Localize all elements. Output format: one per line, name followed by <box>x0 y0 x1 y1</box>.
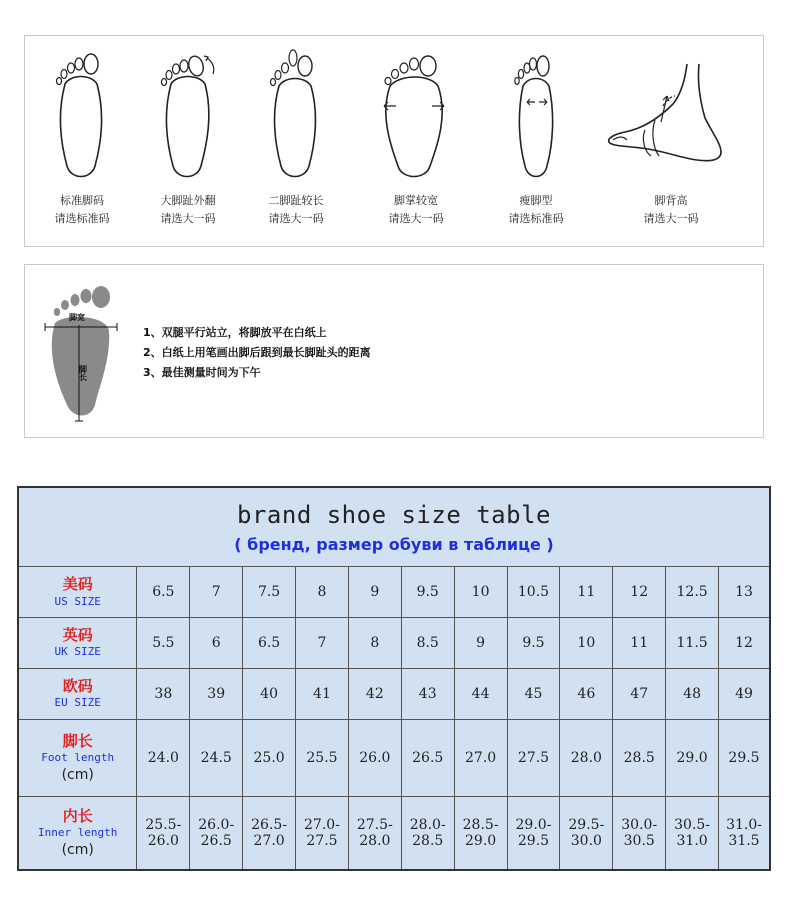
size-cell: 11.5 <box>666 617 719 668</box>
foot-type-label: 二脚趾较长 <box>268 194 324 207</box>
size-cell-line: 29.5- <box>568 817 605 834</box>
row-header-cn: 欧码 <box>62 677 93 696</box>
size-cell: 6.5 <box>137 567 190 617</box>
measurement-step: 1、双腿平行站立，将脚放平在白纸上 <box>143 326 327 339</box>
size-cell-line: 30.0- <box>621 817 658 834</box>
table-row <box>18 668 770 719</box>
size-cell: 41 <box>296 668 349 719</box>
measurement-step: 2、白纸上用笔画出脚后跟到最长脚趾头的距离 <box>143 346 371 359</box>
foot-type-advice: 请选标准码 <box>508 212 564 225</box>
row-header-cn: 脚长 <box>62 732 93 751</box>
foot-type-label: 脚掌较宽 <box>394 194 438 207</box>
row-header-cn: 美码 <box>62 575 93 594</box>
size-cell: 6 <box>190 617 243 668</box>
size-cell-line: 26.5- <box>251 817 288 834</box>
size-cell <box>348 797 401 870</box>
table-row <box>18 797 770 870</box>
row-header-cn: 英码 <box>62 626 93 645</box>
foot-type-advice: 请选大一码 <box>643 212 699 225</box>
size-cell: 29.5 <box>719 719 770 796</box>
size-cell-line: 25.5- <box>145 817 182 834</box>
size-cell: 7.5 <box>243 567 296 617</box>
row-header <box>18 617 137 668</box>
size-cell: 10 <box>560 617 613 668</box>
foot-measure-icon <box>37 279 127 429</box>
foot-type-slim <box>481 44 591 240</box>
foot-type-advice: 请选大一码 <box>388 212 444 225</box>
size-cell: 9.5 <box>507 617 560 668</box>
row-header-cn: 内长 <box>62 807 93 826</box>
row-header-en: Inner length <box>37 826 118 840</box>
row-header-unit: (cm) <box>61 842 94 859</box>
size-cell-line: 31.0- <box>726 817 762 834</box>
size-cell: 12.5 <box>666 567 719 617</box>
size-cell-line: 30.5 <box>623 833 655 850</box>
size-cell: 27.0 <box>454 719 507 796</box>
size-cell: 7 <box>190 567 243 617</box>
size-cell-line: 27.0- <box>304 817 340 834</box>
size-cell: 47 <box>613 668 666 719</box>
size-cell: 28.5 <box>613 719 666 796</box>
size-cell-line: 29.5 <box>517 833 550 850</box>
row-header-en: US SIZE <box>54 594 101 608</box>
size-cell <box>137 797 190 870</box>
size-cell: 10.5 <box>507 567 560 617</box>
size-cell-line: 26.0 <box>147 833 179 850</box>
row-header-en: Foot length <box>41 751 115 765</box>
size-cell: 8 <box>296 567 349 617</box>
size-cell: 46 <box>560 668 613 719</box>
measurement-step: 3、最佳测量时间为下午 <box>143 366 261 379</box>
foot-type-panel <box>24 35 764 247</box>
slim-foot-icon <box>501 44 571 184</box>
size-cell: 27.5 <box>507 719 560 796</box>
size-cell <box>401 797 454 870</box>
table-row <box>18 617 770 668</box>
standard-foot-icon <box>47 44 117 184</box>
size-cell-line: 28.5- <box>462 817 499 834</box>
size-cell-line: 29.0- <box>515 817 552 834</box>
size-cell <box>296 797 349 870</box>
size-cell: 42 <box>348 668 401 719</box>
size-cell <box>666 797 719 870</box>
foot-type-wide <box>361 44 471 240</box>
size-cell-line: 26.0- <box>198 817 235 834</box>
size-cell-line: 30.5- <box>674 817 711 834</box>
size-cell: 7 <box>296 617 349 668</box>
size-cell: 24.0 <box>137 719 190 796</box>
size-cell <box>454 797 507 870</box>
size-cell: 40 <box>243 668 296 719</box>
size-cell <box>243 797 296 870</box>
size-cell: 26.0 <box>348 719 401 796</box>
size-cell-line: 28.0 <box>359 833 391 850</box>
foot-length-label: 脚长 <box>78 365 88 381</box>
size-cell: 5.5 <box>137 617 190 668</box>
size-cell: 8.5 <box>401 617 454 668</box>
size-cell-line: 28.5 <box>412 833 444 850</box>
size-cell: 24.5 <box>190 719 243 796</box>
bunion-foot-icon <box>153 44 223 184</box>
size-cell: 12 <box>719 617 770 668</box>
row-header-en: EU SIZE <box>54 696 101 710</box>
size-cell: 6.5 <box>243 617 296 668</box>
foot-type-bunion <box>133 44 243 240</box>
measurement-panel <box>24 264 764 438</box>
wide-foot-icon <box>376 44 456 184</box>
size-cell: 12 <box>613 567 666 617</box>
size-cell: 13 <box>719 567 770 617</box>
foot-type-advice: 请选大一码 <box>268 212 324 225</box>
size-cell-line: 26.5 <box>200 833 232 850</box>
long-second-toe-foot-icon <box>261 44 331 184</box>
size-cell <box>613 797 666 870</box>
size-cell: 9 <box>348 567 401 617</box>
size-cell <box>560 797 613 870</box>
size-cell-line: 27.5 <box>306 833 338 850</box>
size-cell <box>507 797 560 870</box>
size-cell-line: 31.0 <box>676 833 708 850</box>
row-header-en: UK SIZE <box>54 645 101 659</box>
foot-type-advice: 请选标准码 <box>54 212 110 225</box>
size-table <box>17 486 771 871</box>
size-cell-line: 29.0 <box>465 833 497 850</box>
size-cell: 39 <box>190 668 243 719</box>
foot-type-label: 大脚趾外翻 <box>160 194 216 207</box>
size-cell: 25.5 <box>296 719 349 796</box>
row-header <box>18 797 137 870</box>
size-cell: 48 <box>666 668 719 719</box>
foot-width-label: 脚宽 <box>69 313 85 322</box>
size-cell: 25.0 <box>243 719 296 796</box>
foot-type-label: 脚背高 <box>654 194 688 207</box>
high-instep-foot-icon <box>601 44 741 184</box>
size-cell: 49 <box>719 668 770 719</box>
table-title-cell <box>18 487 770 567</box>
size-cell: 28.0 <box>560 719 613 796</box>
row-header <box>18 567 137 617</box>
size-cell: 26.5 <box>401 719 454 796</box>
size-rows <box>18 567 770 870</box>
size-cell: 29.0 <box>666 719 719 796</box>
size-cell-line: 27.5- <box>356 817 393 834</box>
size-cell <box>190 797 243 870</box>
size-cell: 8 <box>348 617 401 668</box>
row-header-unit: (cm) <box>61 767 94 784</box>
size-cell: 11 <box>613 617 666 668</box>
size-cell-line: 31.5 <box>728 833 760 850</box>
size-cell: 44 <box>454 668 507 719</box>
size-cell-line: 27.0 <box>253 833 285 850</box>
foot-type-label: 瘦脚型 <box>519 194 553 207</box>
table-row <box>18 567 770 617</box>
size-cell: 11 <box>560 567 613 617</box>
size-cell: 43 <box>401 668 454 719</box>
size-cell: 38 <box>137 668 190 719</box>
size-cell-line: 28.0- <box>409 817 446 834</box>
size-cell: 10 <box>454 567 507 617</box>
size-cell-line: 30.0 <box>570 833 602 850</box>
foot-type-high-instep <box>591 44 751 240</box>
row-header <box>18 719 137 796</box>
size-cell: 9 <box>454 617 507 668</box>
foot-type-standard <box>27 44 137 240</box>
foot-type-advice: 请选大一码 <box>160 212 216 225</box>
measurement-steps <box>143 323 371 383</box>
size-cell: 45 <box>507 668 560 719</box>
row-header <box>18 668 137 719</box>
foot-type-label: 标准脚码 <box>60 194 104 207</box>
table-title: brand shoe size table <box>237 500 551 529</box>
table-subtitle: ( бренд, размер обуви в таблице ) <box>234 534 554 554</box>
size-cell <box>719 797 770 870</box>
table-row <box>18 719 770 796</box>
foot-type-long-second-toe <box>241 44 351 240</box>
size-cell: 9.5 <box>401 567 454 617</box>
